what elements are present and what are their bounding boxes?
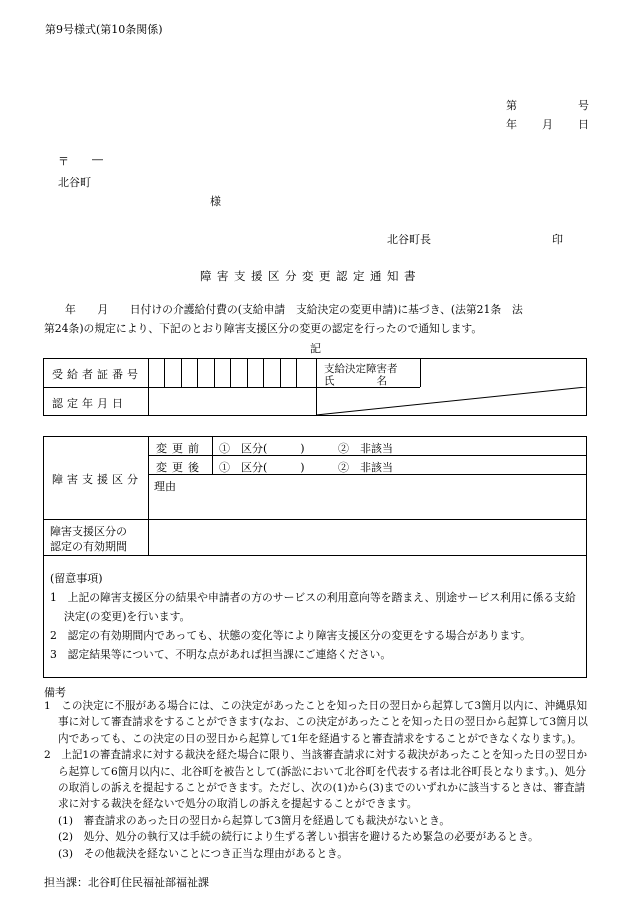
recipient-table xyxy=(43,358,587,416)
note-item-3: 3 認定結果等について、不明な点があれば担当課にご連絡ください。 xyxy=(50,648,392,661)
form-number-label: 第9号様式(第10条関係) xyxy=(45,23,163,36)
intro-line-1: 年 月 日付けの介護給付費の(支給申請 支給決定の変更申請)に基づき、(法第21条 法 xyxy=(65,303,523,316)
remarks-body xyxy=(44,698,592,862)
support-class-table xyxy=(43,436,587,556)
doc-number-suffix: 号 xyxy=(578,99,589,112)
remark-sub-1: (1) 審査請求のあった日の翌日から起算して3箇月を経過しても裁決がないとき。 xyxy=(58,814,450,827)
name-label: 氏 名 xyxy=(324,375,387,387)
addressee-town: 北谷町 xyxy=(58,176,91,189)
cert-number-label: 受給者証番号 xyxy=(52,368,142,381)
remark-sub-3: (3) その他裁決を経ないことにつき正当な理由があるとき。 xyxy=(58,847,348,860)
remark-sub-2: (2) 処分、処分の執行又は手続の続行により生ずる著しい損害を避けるため緊急の必要があるとき。 xyxy=(58,831,539,844)
honorific: 様 xyxy=(210,195,221,208)
after-change-label: 変更後 xyxy=(156,461,204,474)
note-item-1: 1 上記の障害支援区分の結果や申請者の方のサービスの利用意向等を踏まえ、別途サービス利用に係る支給決定(の変更)を行います。 xyxy=(50,591,576,623)
date-day: 日 xyxy=(578,118,589,131)
notes-box xyxy=(43,555,587,678)
remarks-heading: 備考 xyxy=(44,686,66,699)
document-title: 障害支援区分変更認定通知書 xyxy=(200,269,421,283)
validity-period-label-1: 障害支援区分の xyxy=(50,525,127,538)
before-option-class: ① 区分( ) xyxy=(219,442,305,455)
postal-dash: ― xyxy=(92,153,103,166)
remark-item-1: 1 この決定に不服がある場合には、この決定があったことを知った日の翌日から起算して3箇月以内に、沖縄県知事に対して審査請求をすることができます(なお、この決定があったことを知った日の翌日から起算して3箇月以内であっても、この決定の日の翌日から起算して1年を経過すると審査請求をすることができなくなります。)。 xyxy=(44,700,588,745)
support-class-label: 障害支援区分 xyxy=(52,473,142,486)
notes-heading: (留意事項) xyxy=(50,572,103,585)
diagonal-strike xyxy=(316,387,586,415)
validity-period-label-2: 認定の有効期間 xyxy=(50,540,127,553)
remark-item-2: 2 上記1の審査請求に対する裁決を経た場合に限り、当該審査請求に対する裁決があったことを知った日の翌日から起算して6箇月以内に、北谷町を被告として(訴訟において北谷町を代表する者は北谷町長となります。)、処分の取消しの訴えを提起することができます。ただし、次の(1)から(3)までのいずれかに該当するときは、審査請求に対する裁決を経ないで処分の取消しの訴えを提起することができます。 xyxy=(44,749,588,811)
date-month: 月 xyxy=(542,118,553,131)
intro-line-2: 第24条)の規定により、下記のとおり障害支援区分の変更の認定を行ったので通知します。 xyxy=(44,322,483,335)
reason-label: 理由 xyxy=(154,480,176,493)
before-option-not-applicable: ② 非該当 xyxy=(338,442,393,455)
ki-label: 記 xyxy=(310,342,321,355)
doc-number-prefix: 第 xyxy=(506,99,517,112)
after-option-not-applicable: ② 非該当 xyxy=(338,461,393,474)
after-option-class: ① 区分( ) xyxy=(219,461,305,474)
before-change-label: 変更前 xyxy=(156,442,204,455)
issuer-seal: 印 xyxy=(552,233,563,246)
disabled-person-label: 支給決定障害者 xyxy=(324,363,398,375)
issuer-name: 北谷町長 xyxy=(387,233,431,246)
cert-date-label: 認定年月日 xyxy=(52,397,127,410)
postal-mark: 〒 xyxy=(58,155,69,168)
note-item-2: 2 認定の有効期間内であっても、状態の変化等により障害支援区分の変更をする場合があります。 xyxy=(50,629,531,642)
contact-department: 担当課：北谷町住民福祉部福祉課 xyxy=(44,876,209,889)
date-year: 年 xyxy=(506,118,517,131)
